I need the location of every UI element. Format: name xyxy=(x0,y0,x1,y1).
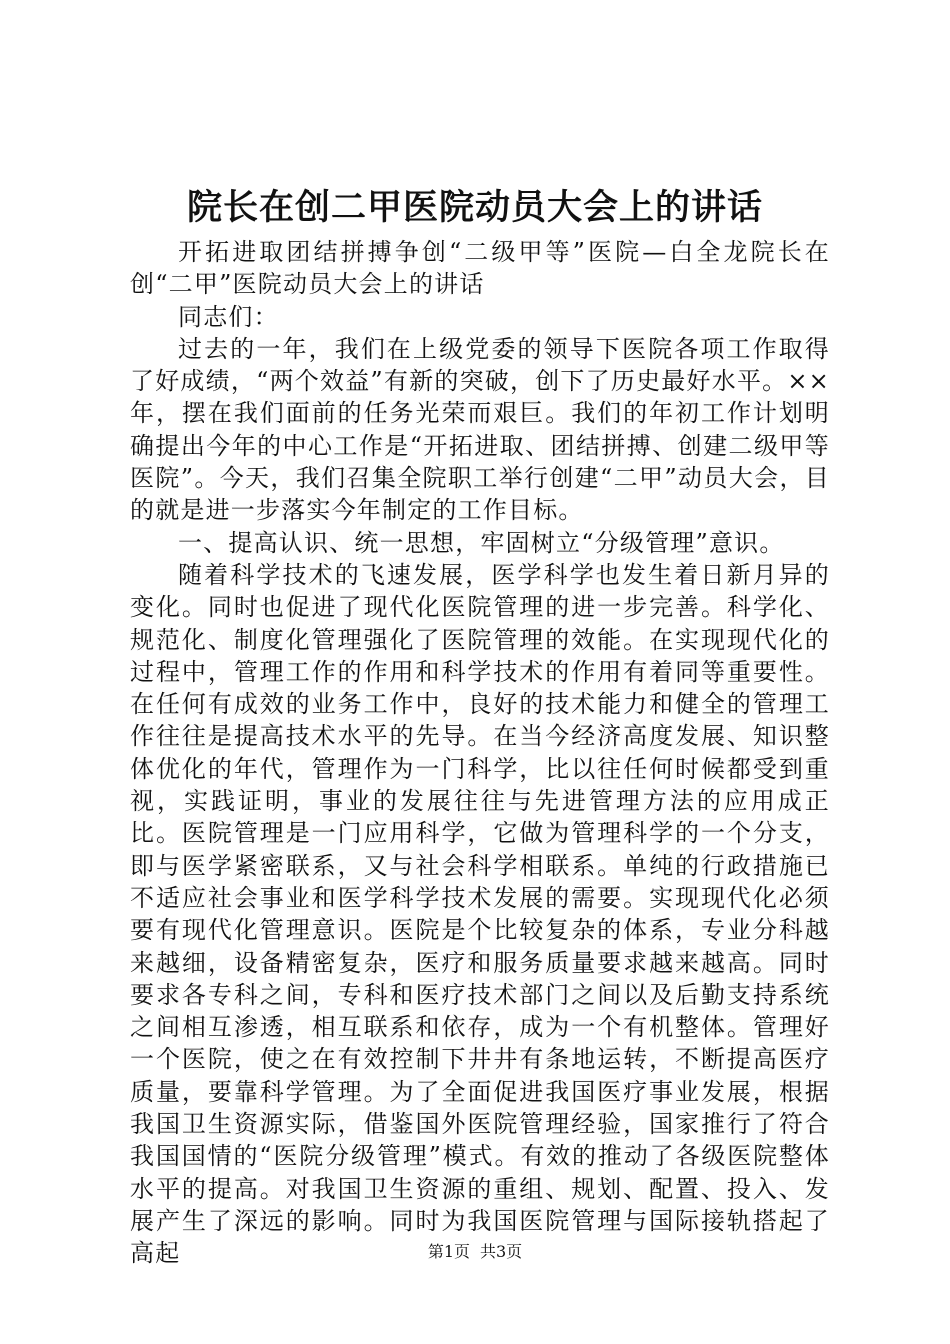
page-total: 共3页 xyxy=(480,1242,523,1261)
document-title: 院长在创二甲医院动员大会上的讲话 xyxy=(186,187,763,228)
document-body xyxy=(130,236,830,1270)
paragraph-salutation: 同志们： xyxy=(178,302,279,331)
paragraph-intro: 过去的一年，我们在上级党委的领导下医院各项工作取得了好成绩，“两个效益”有新的突破，创下了历史最好水平。××年，摆在我们面前的任务光荣而艰巨。我们的年初工作计划明确提出今年的中心工作是“开拓进取、团结拼搏、创建二级甲等医院”。今天，我们召集全院职工举行创建“二甲”动员大会，目的就是进一步落实今年制定的工作目标。 xyxy=(130,334,830,525)
page-number: 第1页 xyxy=(427,1242,470,1261)
paragraph-subtitle: 开拓进取团结拼搏争创“二级甲等”医院—白全龙院长在创“二甲”医院动员大会上的讲话 xyxy=(130,238,830,299)
page-footer xyxy=(0,1242,950,1262)
paragraph-body: 随着科学技术的飞速发展，医学科学也发生着日新月异的变化。同时也促进了现代化医院管理的进一步完善。科学化、规范化、制度化管理强化了医院管理的效能。在实现现代化的过程中，管理工作的作用和科学技术的作用有着同等重要性。在任何有成效的业务工作中，良好的技术能力和健全的管理工作往往是提高技术水平的先导。在当今经济高度发展、知识整体优化的年代，管理作为一门科学，比以往任何时候都受到重视，实践证明，事业的发展往往与先进管理方法的应用成正比。医院管理是一门应用科学，它做为管理科学的一个分支，即与医学紧密联系，又与社会科学相联系。单纯的行政措施已不适应社会事业和医学科学技术发展的需要。实现现代化必须要有现代化管理意识。医院是个比较复杂的体系，专业分科越来越细，设备精密复杂，医疗和服务质量要求越来越高。同时要求各专科之间，专科和医疗技术部门之间以及后勤支持系统之间相互渗透，相互联系和依存，成为一个有机整体。管理好一个医院，使之在有效控制下井井有条地运转，不断提高医疗质量，要靠科学管理。为了全面促进我国医疗事业发展，根据我国卫生资源实际，借鉴国外医院管理经验，国家推行了符合我国国情的“医院分级管理”模式。有效的推动了各级医院整体水平的提高。对我国卫生资源的重组、规划、配置、投入、发展产生了深远的影响。同时为我国医院管理与国际接轨搭起了高起 xyxy=(130,560,830,1268)
section-heading-1: 一、提高认识、统一思想，牢固树立“分级管理”意识。 xyxy=(178,528,785,557)
